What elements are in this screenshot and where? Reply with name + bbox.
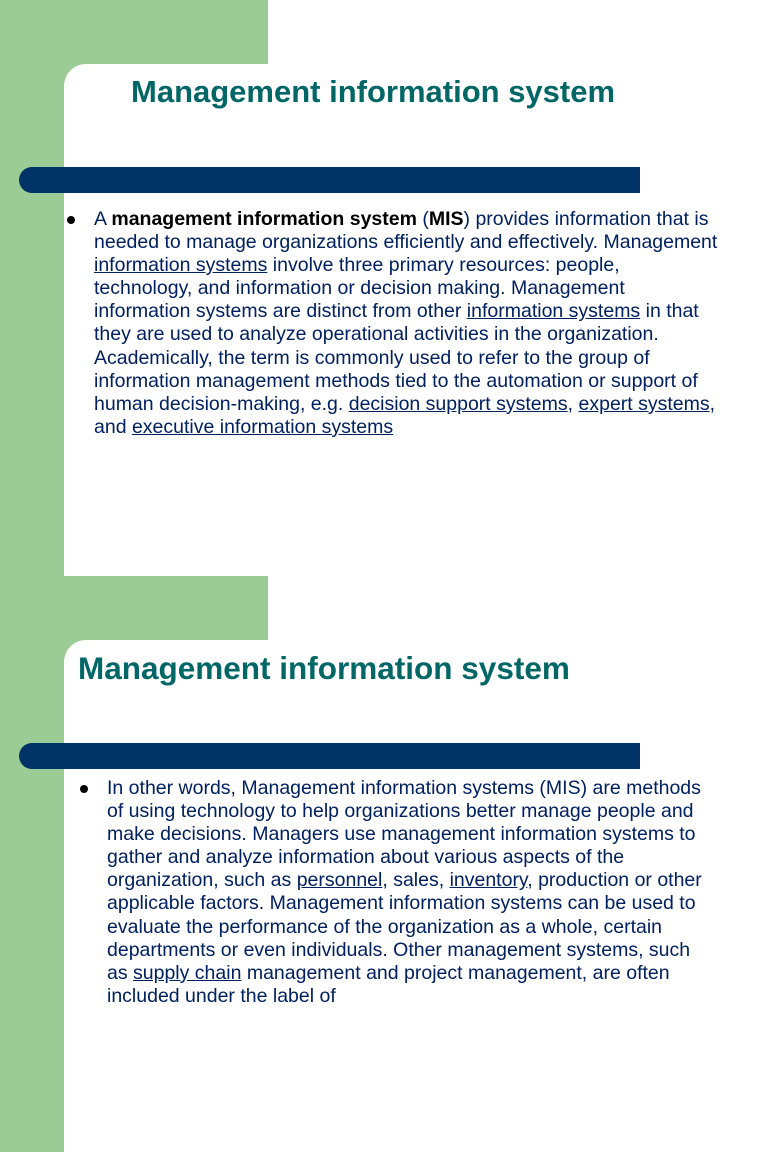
link-inventory[interactable]: inventory: [449, 869, 528, 892]
slide-2: [0, 576, 768, 1152]
link-expert-systems[interactable]: expert systems: [578, 392, 710, 415]
text-run: involve three primary resources: people, technology, and information or decision making. Management information systems are distinct from other: [94, 254, 625, 323]
text-run: , production or other applicable factors. Management information systems can be used to evaluate the performance of the organization as a whole, certain departments or even individuals. Other management systems, such as: [107, 869, 702, 984]
slide-title: Management information system: [78, 650, 570, 686]
text-run: A: [94, 208, 112, 230]
text-run: ) provides information that is needed to manage organizations efficiently and effectively. Management: [94, 208, 718, 254]
bullet-text: [107, 777, 711, 1008]
text-run: management and project management, are often included under the label of: [107, 961, 670, 1007]
text-run: (: [416, 208, 429, 230]
link-information-systems-2[interactable]: information systems: [466, 300, 641, 323]
title-divider-bar: [19, 743, 640, 769]
bullet-icon: [67, 216, 75, 224]
bullet-text: [94, 208, 718, 439]
link-information-systems[interactable]: information systems: [94, 254, 268, 277]
bullet-icon: [80, 785, 88, 793]
slide-title: Management information system: [131, 74, 616, 109]
link-personnel[interactable]: personnel: [296, 869, 383, 892]
text-run: ,: [567, 392, 579, 415]
text-run: , sales,: [382, 869, 450, 892]
term-mis-abbr: MIS: [428, 208, 464, 230]
text-run: , and: [94, 392, 716, 438]
link-executive-information-systems[interactable]: executive information systems: [131, 415, 394, 438]
text-run: In other words, Management information systems (MIS) are methods of using technology to help organizations better manage people and make decisions. Managers use management information systems to gather and analyze information about various aspects of the organization, such as: [107, 777, 701, 892]
link-decision-support-systems[interactable]: decision support systems: [348, 392, 568, 415]
title-divider-bar: [19, 167, 640, 193]
text-run: in that they are used to analyze operational activities in the organization. Academically, the term is commonly used to refer to the group of information management methods tied to the automation or support of human decision-making, e.g.: [94, 300, 699, 415]
term-mis-bold: management information system: [111, 208, 417, 230]
link-supply-chain[interactable]: supply chain: [133, 961, 242, 984]
